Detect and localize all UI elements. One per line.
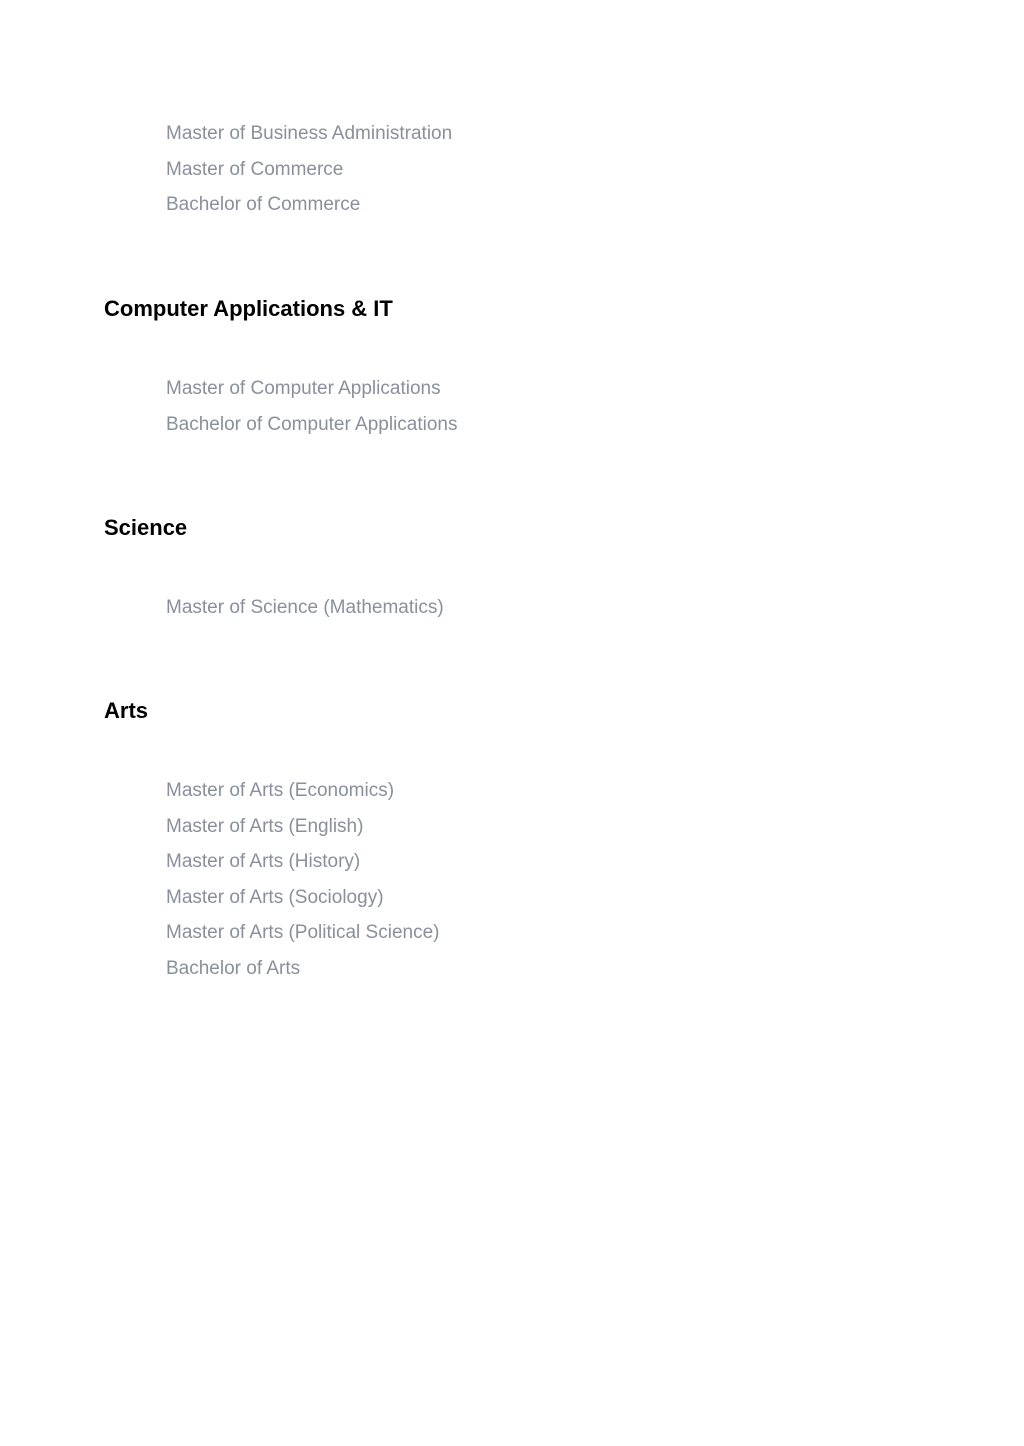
course-link[interactable]: Bachelor of Computer Applications: [166, 413, 458, 435]
course-link[interactable]: Master of Arts (Political Science): [166, 922, 440, 943]
course-link[interactable]: Master of Arts (Sociology): [166, 886, 384, 908]
course-list-computer-applications: [166, 371, 458, 442]
section-heading-arts: Arts: [104, 698, 149, 723]
course-list-arts: [166, 773, 439, 986]
course-link[interactable]: Master of Arts (Economics): [166, 780, 395, 801]
course-link[interactable]: Bachelor of Arts: [166, 957, 301, 979]
course-link[interactable]: Master of Arts (English): [166, 815, 364, 837]
course-link[interactable]: Master of Commerce: [166, 158, 344, 180]
course-link[interactable]: Bachelor of Commerce: [166, 194, 361, 215]
course-list-science: [166, 590, 444, 626]
section-heading-computer-applications: Computer Applications & IT: [104, 296, 393, 321]
section-heading-science: Science: [104, 515, 188, 540]
course-link[interactable]: Master of Business Administration: [166, 123, 453, 144]
course-list-commerce: [166, 116, 452, 223]
course-link[interactable]: Master of Arts (History): [166, 851, 361, 872]
course-link[interactable]: Master of Science (Mathematics): [166, 597, 444, 618]
course-link[interactable]: Master of Computer Applications: [166, 378, 441, 399]
